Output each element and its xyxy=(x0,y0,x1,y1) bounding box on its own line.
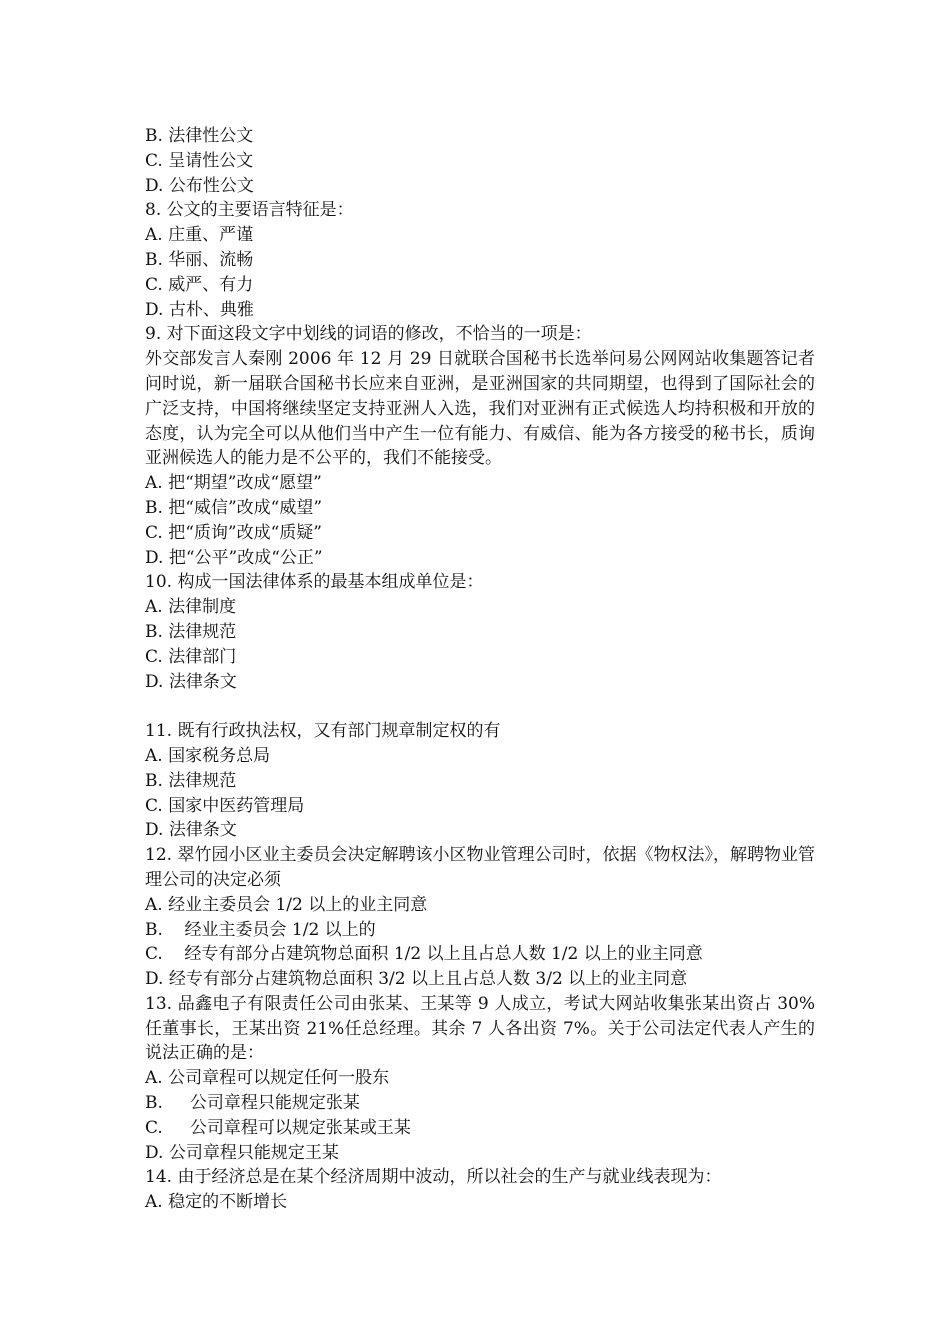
option-line: B. 把“威信”改成“威望” xyxy=(145,497,323,518)
option-line: A. 公司章程可以规定任何一股东 xyxy=(145,1068,390,1089)
question-9-passage: 外交部发言人秦刚 2006 年 12 月 29 日就联合国秘书长选举问易公网网站收集题答记者问时说，新一届联合国秘书长应来自亚洲，是亚洲国家的共同期望，也得到了国际社会的广泛支持，中国将继续坚定支持亚洲人入选，我们对亚洲有正式候选人均持积极和开放的态度，认为完全可以从他们当中产生一位有能力、有威信、能为各方接受的秘书长，质询亚洲候选人的能力是不公平的，我们不能接受。 xyxy=(145,349,815,469)
option-line: A. 庄重、严谨 xyxy=(145,225,254,246)
option-line: B. 法律性公文 xyxy=(145,126,254,146)
blank-line xyxy=(145,694,815,719)
option-line: C. 威严、有力 xyxy=(145,274,254,295)
option-line: A. 经业主委员会 1/2 以上的业主同意 xyxy=(145,894,428,915)
question-12: 12. 翠竹园小区业主委员会决定解聘该小区物业管理公司时，依据《物权法》，解聘物业管理公司的决定必须 xyxy=(145,845,815,890)
exam-text xyxy=(145,124,815,1215)
option-line: B. 公司章程只能规定张某 xyxy=(145,1093,360,1114)
option-line: B. 华丽、流畅 xyxy=(145,249,254,270)
option-line: D. 古朴、典雅 xyxy=(145,299,254,320)
option-line: D. 法律条文 xyxy=(145,671,237,692)
option-line: A. 国家税务总局 xyxy=(145,745,271,766)
option-line: D. 把“公平”改成“公正” xyxy=(145,547,323,568)
option-line: B. 法律规范 xyxy=(145,621,237,642)
option-line: A. 法律制度 xyxy=(145,597,237,618)
option-line: C. 法律部门 xyxy=(145,646,237,667)
question-9: 9. 对下面这段文字中划线的词语的修改，不恰当的一项是： xyxy=(145,324,592,345)
question-11: 11. 既有行政执法权，又有部门规章制定权的有 xyxy=(145,721,501,742)
option-line: B. 法律规范 xyxy=(145,770,237,791)
option-line: B. 经业主委员会 1/2 以上的 xyxy=(145,919,376,940)
option-line: D. 法律条文 xyxy=(145,820,237,841)
question-10: 10. 构成一国法律体系的最基本组成单位是： xyxy=(145,572,484,593)
question-13: 13. 品鑫电子有限责任公司由张某、王某等 9 人成立，考试大网站收集张某出资占 30%任董事长，王某出资 21%任总经理。其余 7 人各出资 7%。关于公司法定代表人产生的说法正确的是： xyxy=(145,993,815,1064)
question-14: 14. 由于经济总是在某个经济周期中波动，所以社会的生产与就业线表现为： xyxy=(145,1167,722,1188)
option-line: A. 稳定的不断增长 xyxy=(145,1192,288,1213)
option-line: A. 把“期望”改成“愿望” xyxy=(145,473,322,494)
option-line: C. 把“质询”改成“质疑” xyxy=(145,522,322,543)
option-line: D. 公布性公文 xyxy=(145,175,254,196)
option-line: C. 国家中医药管理局 xyxy=(145,795,305,816)
option-line: D. 经专有部分占建筑物总面积 3/2 以上且占总人数 3/2 以上的业主同意 xyxy=(145,969,688,990)
option-line: D. 公司章程只能规定王某 xyxy=(145,1142,339,1163)
option-line: C. 经专有部分占建筑物总面积 1/2 以上且占总人数 1/2 以上的业主同意 xyxy=(145,944,703,965)
option-line: C. 公司章程可以规定张某或王某 xyxy=(145,1117,411,1138)
option-line: C. 呈请性公文 xyxy=(145,150,254,171)
question-8: 8. 公文的主要语言特征是： xyxy=(145,200,354,221)
